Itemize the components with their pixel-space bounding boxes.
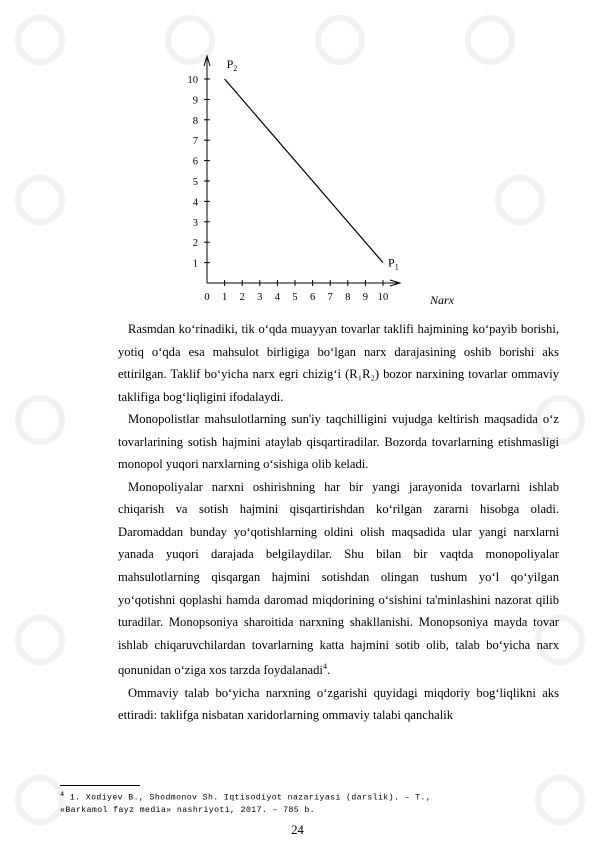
- chart-axes: [204, 56, 400, 286]
- footnote-ref: 4: [322, 662, 327, 672]
- body-text: [118, 318, 559, 727]
- y-tick-label: 3: [192, 217, 198, 229]
- x-tick-label: 8: [345, 292, 351, 303]
- page-number: 24: [291, 823, 304, 837]
- footnote: [60, 789, 560, 817]
- x-tick-label: 1: [221, 292, 228, 303]
- y-tick-label: 10: [187, 75, 198, 86]
- paragraph-3-text: Monopoliyalar narxni oshirishning har bir yangi jarayonida tovarlarni ishlab chiqarish va sotish hajmini qisqartirishdan ko‘rilgan zararni hisobga oladi. Daromaddan bunday yo‘qotishlarning oldini olish maqsadida ular yangi narxlarni yanada yuqori darajada belgilaydilar. Shu bilan bir vaqtda monopoliyalar mahsulotlarning qisqargan hajmini sotishdan olingan tushum yo‘l qo‘yilgan yo‘qotishni qoplashi hamda daromad miqdorining o‘sishini ta'minlashini nazorat qilib turadilar. Monopsoniya sharoitida narxning shakllanishi. Monopsoniya mayda tovar ishlab chiqaruvchilardan tovarlarning katta hajmini sotib olib, talab bo‘yicha narx qonunidan o‘ziga xos tarzda foydalanadi: [118, 479, 559, 678]
- x-tick-label: 0: [204, 292, 210, 303]
- y-tick-label: 5: [192, 177, 198, 188]
- y-tick-label: 8: [192, 115, 198, 127]
- p2-subscript: 2: [233, 64, 238, 73]
- p2-label: $P_2$: [226, 57, 238, 73]
- paragraph-3: Monopoliyalar narxni oshirishning har bir yangi jarayonida tovarlarni ishlab chiqarish va sotish hajmini qisqartirishdan ko‘rilgan zararni hisobga oladi. Daromaddan bunday yo‘qotishlarning oldini olish maqsadida ular yangi narxlarni yanada yuqori darajada belgilaydilar. Shu bilan bir vaqtda monopoliyalar mahsulotlarning qisqargan hajmini sotishdan olingan tushum yo‘l qo‘yilgan yo‘qotishni qoplashi hamda daromad miqdorining o‘sishini ta'minlashini nazorat qilib turadilar. Monopsoniya sharoitida narxning shakllanishi. Monopsoniya mayda tovar ishlab chiqaruvchilardan tovarlarning katta hajmini sotib olib, talab bo‘yicha narx qonunidan o‘ziga xos tarzda foydalanadi$^4$.: [118, 479, 559, 678]
- x-tick-label: 5: [292, 292, 298, 303]
- paragraph-1: Rasmdan ko‘rinadiki, tik o‘qda muayyan tovarlar taklifi hajmining ko‘payib borishi, yotiq o‘qda esa mahsulot birligiga bo‘lgan narx darajasining oshib borishi aks ettirilgan. Taklif bo‘yicha narx egri chizig‘i (R₁R₂) bozor narxining tovarlar ommaviy taklifiga bog‘liqligini ifodalaydi.: [118, 322, 559, 404]
- x-tick-label: 7: [327, 292, 333, 303]
- p1-label: $P_1$: [388, 255, 399, 272]
- footnote-line-2: «Barkamol fayz media» nashriyoti, 2017. – 785 b.: [60, 805, 316, 815]
- supply-curve: [225, 79, 383, 263]
- y-tick-label: 6: [192, 156, 198, 168]
- y-tick-label: 9: [192, 95, 198, 107]
- footnote-rule: [60, 785, 140, 786]
- x-tick-label: 2: [239, 292, 245, 303]
- chart-ticks: [188, 75, 389, 303]
- paragraph-2: Monopolistlar mahsulotlarning sun'iy taqchilligini vujudga keltirish maqsadida o‘z tovarlarining sotish hajmini ataylab qisqartiradilar. Bozorda tovarlarning etishmasligi monopol yuqori narxlarning o‘sishiga olib keladi.: [118, 412, 559, 472]
- chart-labels: [227, 57, 455, 307]
- chart-series: [225, 79, 383, 263]
- x-axis-label: Narx: [430, 293, 454, 307]
- x-tick-label: 6: [309, 292, 316, 303]
- x-tick-label: 3: [257, 292, 263, 303]
- y-tick-label: 7: [192, 136, 198, 148]
- p1-subscript: 1: [394, 262, 399, 272]
- y-tick-label: 2: [192, 238, 198, 250]
- x-tick-label: 9: [362, 292, 369, 303]
- x-tick-label: 10: [377, 292, 389, 303]
- x-tick-label: 4: [274, 292, 281, 303]
- y-tick-label: 4: [192, 197, 198, 209]
- footnote-mark: 4: [60, 791, 65, 799]
- footnote-line-1: 1. Xodiyev B., Shodmonov Sh. Iqtisodiyot nazariyasi (darslik). – T.,: [69, 793, 432, 803]
- paragraph-4: Ommaviy talab bo‘yicha narxning o‘zgarishi quyidagi miqdoriy bog‘liqlikni aks ettiradi: taklifga nisbatan xaridorlarning ommaviy talabi qanchalik: [118, 685, 559, 723]
- y-tick-label: 1: [192, 258, 198, 270]
